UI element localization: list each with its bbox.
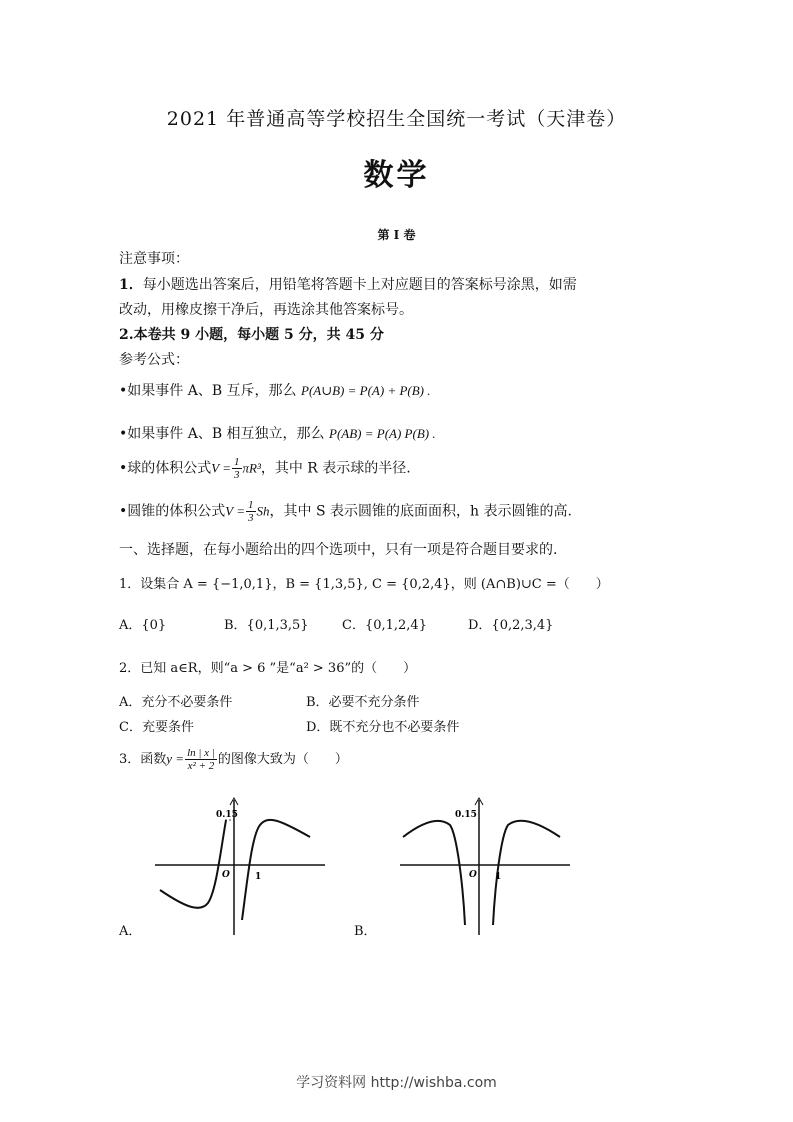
formula-cone-rhs: Sh: [256, 503, 270, 519]
question-3-lhs: y =: [166, 751, 185, 766]
question-1-option-b[interactable]: B．{0,1,3,5}: [224, 618, 309, 633]
graph-b-curve-right: [493, 821, 560, 925]
graph-b-tick-x-label: 1: [495, 872, 502, 882]
notes-item-1-continued: 改动，用橡皮擦干净后，再选涂其他答案标号。: [119, 302, 413, 318]
graph-a-curve-left: [160, 820, 226, 908]
question-3-graph-a: [150, 795, 330, 940]
question-3-option-b[interactable]: B．: [354, 924, 377, 939]
question-2-stem: 2．已知 a∈R，则“a > 6 ”是“a² > 36”的（ ）: [119, 661, 417, 676]
notes-heading: 注意事项：: [119, 251, 189, 267]
exam-title: 2021 年普通高等学校招生全国统一考试（天津卷）: [166, 108, 627, 130]
formula-sphere-lhs: V =: [211, 460, 231, 476]
question-3-denominator: x² + 2: [187, 760, 215, 772]
question-3-stem: [119, 747, 348, 772]
formula-sphere-rhs: πR³: [242, 460, 261, 476]
formula-exclusive: [119, 380, 431, 400]
graph-a-tick-x-label: 1: [255, 872, 262, 882]
question-3-graph-b: [395, 795, 575, 940]
graph-a-tick-y-label: 0.15: [216, 810, 238, 820]
formula-cone-text: •圆锥的体积公式: [119, 503, 226, 520]
notes-item-2: 2.本卷共 9 小题，每小题 5 分，共 45 分: [119, 327, 384, 343]
question-1-stem: 1．设集合 A = {−1,0,1}，B = {1,3,5}, C = {0,2,4}，则 (A∩B)∪C =（ ）: [119, 577, 609, 592]
formula-heading: 参考公式：: [119, 352, 189, 368]
question-3-numerator: ln | x |: [187, 747, 215, 759]
formula-independent-expr: P(AB) = P(A) P(B) .: [329, 426, 436, 441]
question-1-option-d[interactable]: D．{0,2,3,4}: [468, 618, 554, 633]
formula-sphere: [119, 456, 411, 481]
formula-sphere-den: 3: [234, 469, 240, 481]
volume-label: 第 I 卷: [377, 228, 416, 242]
formula-cone-lhs: V =: [225, 503, 245, 519]
question-2-option-a[interactable]: A．充分不必要条件: [119, 695, 233, 710]
formula-sphere-num: 1: [234, 456, 240, 468]
formula-independent: [119, 423, 436, 443]
question-2-option-d[interactable]: D．既不充分也不必要条件: [306, 720, 460, 735]
question-3-option-a[interactable]: A．: [119, 924, 142, 939]
subject-title: 数学: [363, 158, 430, 193]
notes-item-1-text: 每小题选出答案后，用铅笔将答题卡上对应题目的答案标号涂黑，如需: [142, 277, 577, 293]
formula-independent-text: •如果事件 A、B 相互独立，那么: [119, 426, 325, 442]
question-2-option-c[interactable]: C．充要条件: [119, 720, 194, 735]
formula-sphere-tail: ，其中 R 表示球的半径.: [260, 460, 411, 477]
notes-item-1: [119, 274, 577, 294]
graph-b-tick-y-label: 0.15: [455, 810, 477, 820]
question-1-option-a[interactable]: A．{0}: [119, 618, 167, 633]
formula-cone-den: 3: [248, 512, 254, 524]
formula-cone: [119, 499, 572, 524]
formula-sphere-text: •球的体积公式: [119, 460, 212, 477]
notes-item-1-number: 1．: [119, 277, 143, 293]
graph-a-origin-label: O: [222, 870, 230, 880]
graph-b-curve-left: [403, 821, 465, 925]
question-3-suffix: 的图像大致为（ ）: [217, 752, 348, 767]
graph-b-origin-label: O: [469, 870, 477, 880]
question-2-option-b[interactable]: B．必要不充分条件: [306, 695, 420, 710]
formula-cone-tail: ，其中 S 表示圆锥的底面面积，h 表示圆锥的高.: [269, 503, 572, 520]
formula-cone-num: 1: [248, 499, 254, 511]
section-title: 一、选择题，在每小题给出的四个选项中，只有一项是符合题目要求的.: [119, 542, 558, 558]
footer-watermark: 学习资料网 http://wishba.com: [296, 1075, 497, 1091]
question-1-option-c[interactable]: C．{0,1,2,4}: [342, 618, 427, 633]
graph-a-curve-right: [242, 820, 310, 920]
formula-exclusive-expr: P(A∪B) = P(A) + P(B) .: [301, 383, 431, 398]
formula-exclusive-text: •如果事件 A、B 互斥，那么: [119, 383, 297, 399]
question-3-prefix: 3．函数: [119, 752, 167, 767]
